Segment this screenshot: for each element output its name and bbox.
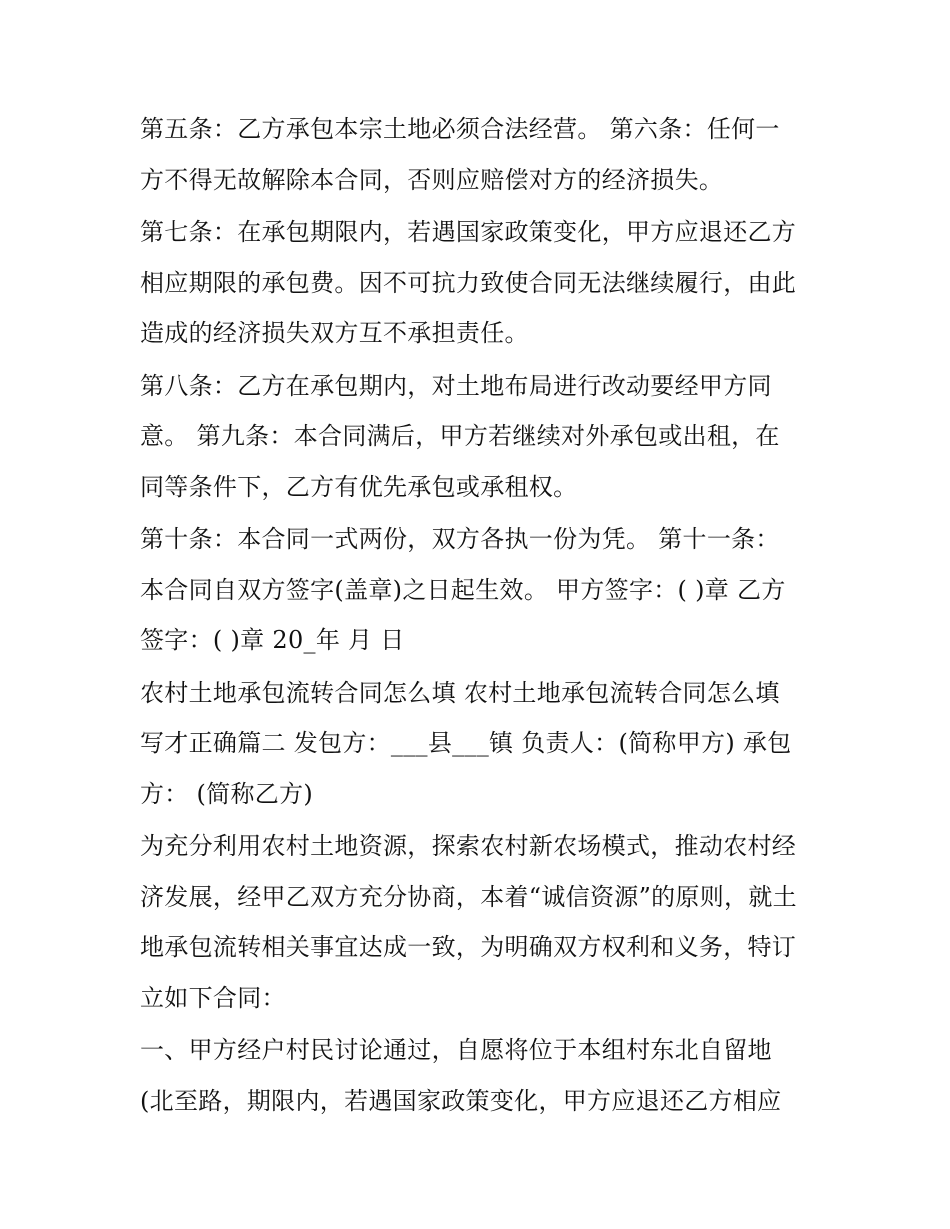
paragraph-section-two-heading <box>140 668 815 820</box>
text-line: 地承包流转相关事宜达成一致，为明确双方权利和义务，特订 <box>140 933 797 961</box>
text-line: 同等条件下，乙方有优先承包或承租权。 <box>140 472 578 501</box>
paragraph-clause-one <box>140 1025 815 1126</box>
paragraph-article-10-11-signatures <box>140 514 815 666</box>
text-line: 方： (简称乙方) <box>140 779 314 808</box>
text-line: 农村土地承包流转合同怎么填 农村土地承包流转合同怎么填 <box>140 678 780 707</box>
text-line: 第五条：乙方承包本宗土地必须合法经营。 第六条：任何一 <box>140 115 780 143</box>
text-line: 第七条：在承包期限内，若遇国家政策变化，甲方应退还乙方 <box>140 218 797 246</box>
text-line: 一、甲方经户村民讨论通过，自愿将位于本组村东北自留地 <box>140 1036 772 1064</box>
text-line: 立如下合同： <box>140 983 286 1012</box>
text-line: (北至路，期限内，若遇国家政策变化，甲方应退还乙方相应 <box>140 1086 782 1115</box>
document-body <box>140 104 815 1128</box>
text-line: 方不得无故解除本合同，否则应赔偿对方的经济损失。 <box>140 165 724 194</box>
paragraph-article-7 <box>140 207 815 359</box>
text-line: 写才正确篇二 发包方：___县___镇 负责人：(简称甲方) 承包 <box>140 729 792 757</box>
text-line: 造成的经济损失双方互不承担责任。 <box>140 319 529 347</box>
text-line: 签字：( )章 20_年 月 日 <box>140 626 405 654</box>
text-line: 为充分利用农村土地资源，探索农村新农场模式，推动农村经 <box>140 832 797 860</box>
text-line: 第十条：本合同一式两份，双方各执一份为凭。 第十一条： <box>140 525 780 553</box>
paragraph-preamble <box>140 821 815 1023</box>
paragraph-article-8-9 <box>140 361 815 513</box>
text-line: 本合同自双方签字(盖章)之日起生效。 甲方签字：( )章 乙方 <box>140 575 786 604</box>
paragraph-article-5-6 <box>140 104 815 205</box>
text-line: 意。 第九条：本合同满后，甲方若继续对外承包或出租，在 <box>140 422 780 450</box>
text-line: 相应期限的承包费。因不可抗力致使合同无法继续履行，由此 <box>140 268 797 297</box>
text-line: 济发展，经甲乙双方充分协商，本着“诚信资源”的原则，就土 <box>140 882 797 911</box>
text-line: 第八条：乙方在承包期内，对土地布局进行改动要经甲方同 <box>140 371 772 400</box>
